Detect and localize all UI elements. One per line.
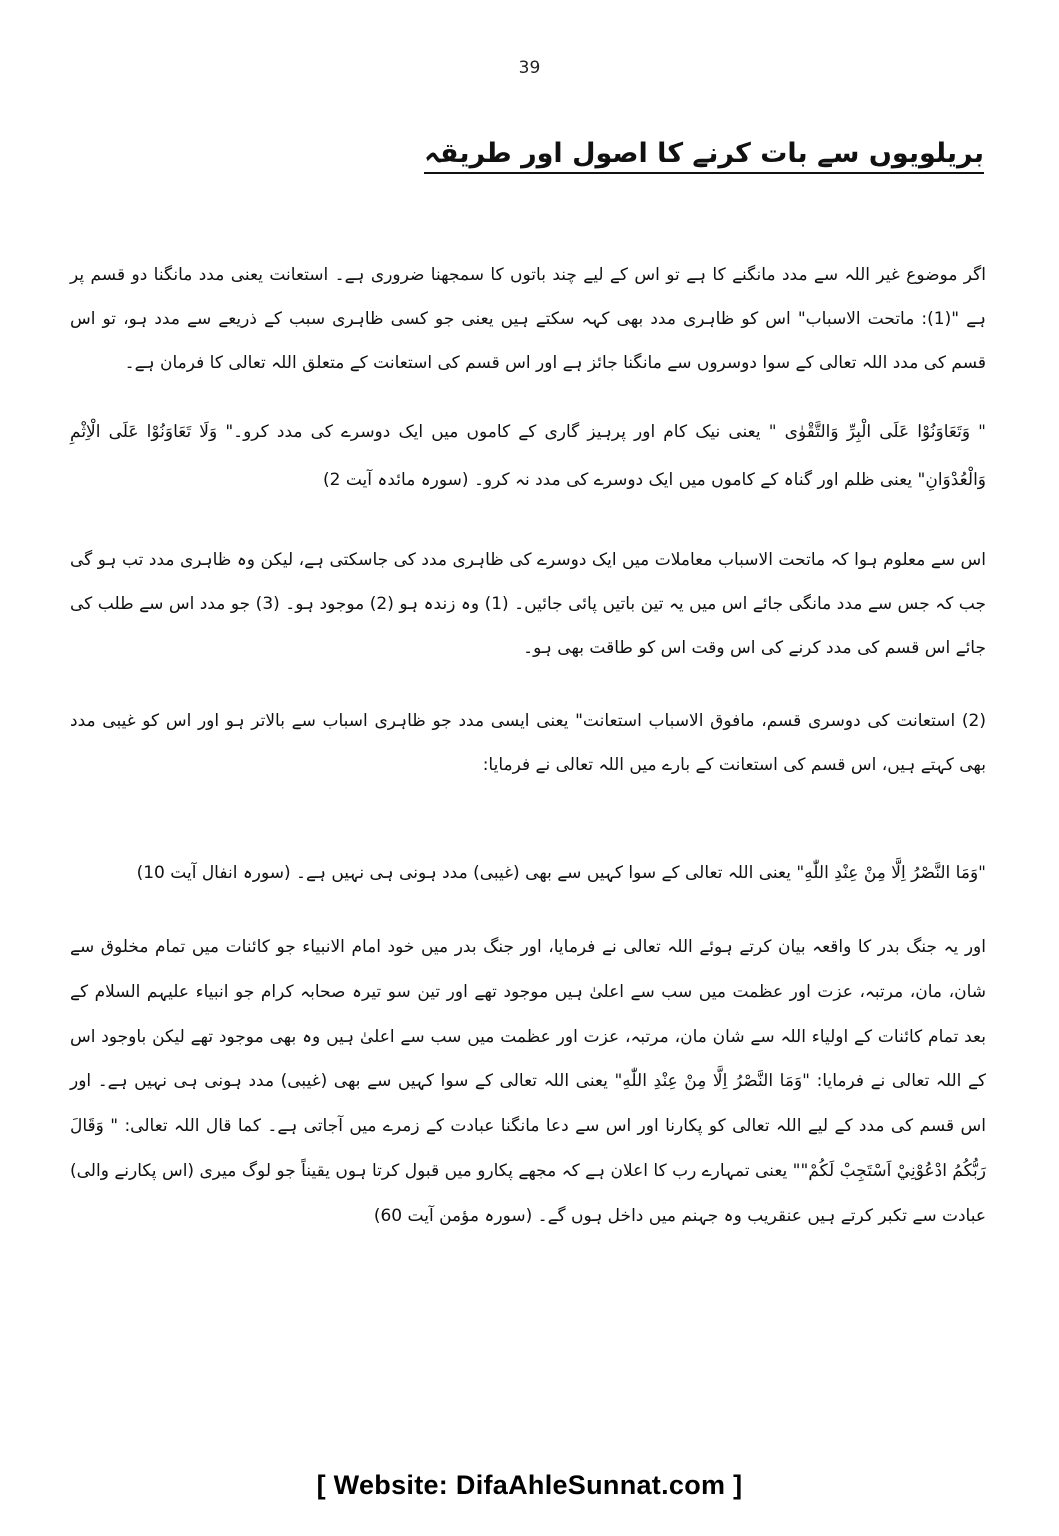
quran-verse-nasr: "وَمَا النَّصْرُ اِلَّا مِنْ عِنْدِ اللّٰهِ" xyxy=(796,863,986,883)
quran-verse-udooni: وَقَالَ رَبُّكُمُ ادْعُوْنِيْ اَسْتَجِبْ لَكُمْ xyxy=(70,1116,986,1181)
website-footer: [ Website: DifaAhleSunnat.com ] xyxy=(316,1470,743,1500)
paragraph-istianat-intro: اگر موضوع غیر اللہ سے مدد مانگنے کا ہے تو اس کے لیے چند باتوں کا سمجھنا ضروری ہے۔ استعانت یعنی مدد مانگنا دو قسم پر ہے "(1): ماتحت الاسباب" اس کو ظاہری مدد بھی کہہ سکتے ہیں یعنی جو کسی ظاہری سبب کے ذریعے سے مدد ہو، تو اس قسم کی مدد اللہ تعالی کے سوا دوسروں سے مانگنا جائز ہے اور اس قسم کی استعانت کے متعلق اللہ تعالی کا فرمان ہے۔ xyxy=(70,265,986,373)
paragraph-badr xyxy=(70,925,986,1239)
translation-text: یعنی اللہ تعالی کے سوا کہیں سے بھی (غیبی) مدد ہونی ہی نہیں ہے۔ (سورہ انفال آیت 10) xyxy=(136,863,797,883)
page-title: بریلویوں سے بات کرنے کا اصول اور طریقہ xyxy=(424,138,984,174)
page-number: 39 xyxy=(518,58,541,78)
paragraph-second-type: (2) استعانت کی دوسری قسم، مافوق الاسباب استعانت" یعنی ایسی مدد جو ظاہری اسباب سے بالاتر ہو اور اس کو غیبی مدد بھی کہتے ہیں، اس قسم کی استعانت کے بارے میں اللہ تعالی نے فرمایا: xyxy=(70,711,986,775)
body-text: اور یہ جنگ بدر کا واقعہ بیان کرتے ہوئے اللہ تعالی نے فرمایا، اور جنگ بدر میں خود امام الانبیاء جو کائنات میں تمام مخلوق سے شان، مان، مرتبہ، عزت اور عظمت میں سب سے اعلیٰ ہیں موجود تھے اور تین سو تیرہ صحابہ کرام جو انبیاء علیہم السلام کے بعد تمام کائنات کے اولیاء اللہ سے شان مان، مرتبہ، عزت اور عظمت میں سب سے اعلیٰ ہیں وہ بھی موجود تھے لیکن باوجود اس کے اللہ تعالی نے فرمایا: xyxy=(70,937,987,1092)
quran-verse-taawanu: " وَتَعَاوَنُوْا عَلَى الْبِرِّ وَالتَّقْوٰى " xyxy=(768,422,986,442)
quran-verse-nasr: "وَمَا النَّصْرُ اِلَّا مِنْ عِنْدِ اللّٰهِ" xyxy=(614,1071,810,1092)
paragraph-quran-nasr xyxy=(70,851,986,895)
translation-text: " یعنی ظلم اور گناہ کے کاموں میں ایک دوسرے کی مدد نہ کرو۔ (سورہ مائدہ آیت 2) xyxy=(322,470,926,490)
body-text: "" یعنی تمہارے رب کا اعلان ہے کہ مجھے پکارو میں قبول کرتا ہوں یقیناً جو لوگ میری (اس پکارنے والی) عبادت سے تکبر کرتے ہیں عنقریب وہ جہنم میں داخل ہوں گے۔ (سورہ مؤمن آیت 60) xyxy=(70,1160,986,1226)
paragraph-quran-cooperation xyxy=(70,408,986,504)
quran-verse-la-taawanu: وَلَا تَعَاوَنُوْا عَلَى الْاِثْمِ وَالْعُدْوَانِ xyxy=(70,422,986,490)
paragraph-three-conditions: اس سے معلوم ہوا کہ ماتحت الاسباب معاملات میں ایک دوسرے کی ظاہری مدد کی جاسکتی ہے، لیکن وہ ظاہری مدد تب ہو گی جب کہ جس سے مدد مانگی جائے اس میں یہ تین باتیں پائی جائیں۔ (1) وہ زندہ ہو (2) موجود ہو۔ (3) جو مدد اس سے طلب کی جائے اس قسم کی مدد کرنے کی اس وقت اس کو طاقت بھی ہو۔ xyxy=(70,550,986,658)
translation-text: یعنی نیک کام اور پرہیز گاری کے کاموں میں ایک دوسرے کی مدد کرو۔" xyxy=(217,422,769,442)
body-text: یعنی اللہ تعالی کے سوا کہیں سے بھی (غیبی) مدد ہونی ہی نہیں ہے۔ اور اس قسم کی مدد کے لیے اللہ تعالی کو پکارنا اور اس سے دعا مانگنا عبادت کے زمرے میں آجاتی ہے۔ کما قال اللہ تعالی: " xyxy=(70,1071,986,1137)
